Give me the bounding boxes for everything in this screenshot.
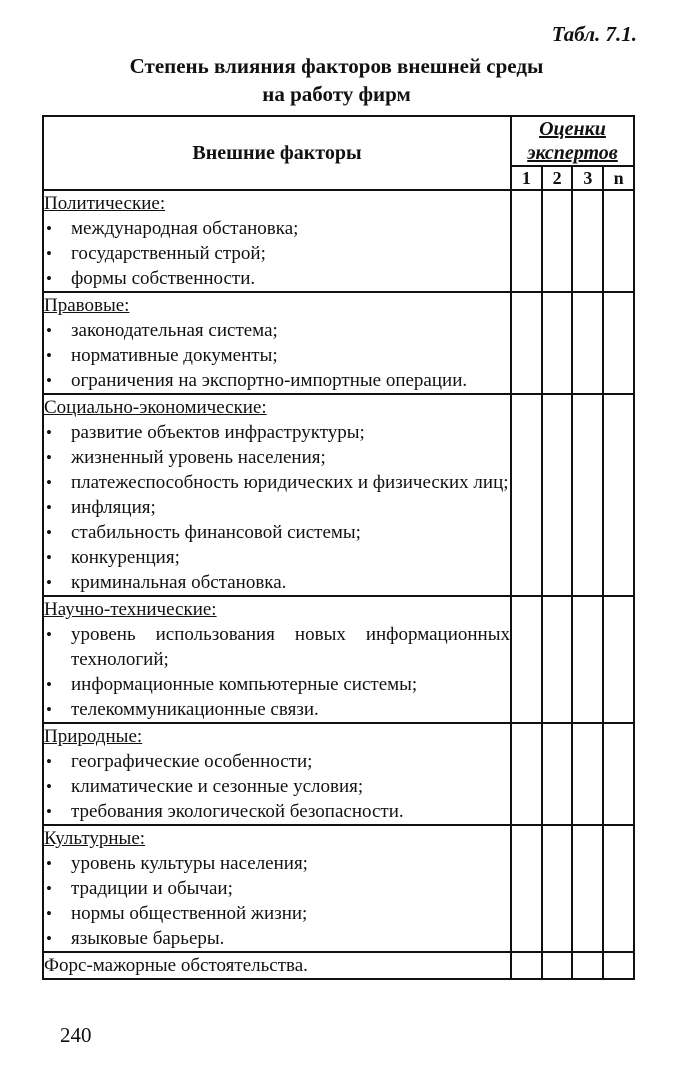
factor-item-text: законодательная система; — [71, 320, 278, 341]
bullet-icon: • — [46, 269, 52, 288]
factor-item-text: криминальная обстановка. — [71, 572, 287, 593]
rating-cell — [511, 190, 542, 292]
table-row — [43, 190, 634, 292]
list-item — [44, 470, 510, 495]
bullet-icon: • — [46, 219, 52, 238]
rating-cell — [511, 596, 542, 723]
table-row — [43, 394, 634, 596]
list-item — [44, 749, 510, 774]
list-item — [44, 445, 510, 470]
table-row — [43, 723, 634, 825]
factor-item-text: формы собственности. — [71, 268, 256, 289]
factor-category-cell — [43, 596, 511, 723]
list-item — [44, 318, 510, 343]
page-number: 240 — [60, 1023, 92, 1047]
bullet-icon: • — [46, 321, 52, 340]
header-ratings-line-2: экспертов — [527, 142, 618, 164]
factor-item-text: языковые барьеры. — [71, 928, 225, 949]
table-row — [43, 825, 634, 952]
list-item — [44, 216, 510, 241]
list-item — [44, 876, 510, 901]
category-title: Социально-экономические: — [44, 397, 267, 418]
rating-cell — [542, 292, 573, 394]
list-item — [44, 545, 510, 570]
list-item — [44, 799, 510, 824]
list-item — [44, 926, 510, 951]
table-row — [43, 596, 634, 723]
factor-category-cell — [43, 394, 511, 596]
rating-cell — [542, 394, 573, 596]
bullet-icon: • — [46, 777, 52, 796]
category-title: Правовые: — [44, 295, 130, 316]
factor-item-text: нормативные документы; — [71, 345, 278, 366]
bullet-icon: • — [46, 700, 52, 719]
rating-cell — [572, 825, 603, 952]
factors-body — [43, 190, 634, 979]
header-ratings-line-1: Оценки — [539, 118, 606, 140]
bullet-icon: • — [46, 675, 52, 694]
rating-cell — [603, 190, 634, 292]
list-item — [44, 266, 510, 291]
bullet-icon: • — [46, 498, 52, 517]
factor-item-text: конкуренция; — [71, 547, 180, 568]
category-title: Природные: — [44, 726, 143, 747]
factor-list — [44, 216, 510, 291]
header-factors: Внешние факторы — [43, 116, 511, 190]
rating-cell — [572, 292, 603, 394]
rating-cell — [511, 292, 542, 394]
bullet-icon: • — [46, 904, 52, 923]
rating-cell — [603, 292, 634, 394]
bullet-icon: • — [46, 625, 52, 644]
factor-list — [44, 318, 510, 393]
list-item — [44, 343, 510, 368]
header-col-2: 2 — [542, 166, 573, 190]
bullet-icon: • — [46, 929, 52, 948]
rating-cell — [542, 825, 573, 952]
factor-list — [44, 851, 510, 951]
factors-table — [42, 115, 635, 980]
rating-cell — [603, 825, 634, 952]
list-item — [44, 774, 510, 799]
rating-cell — [572, 723, 603, 825]
factor-category-cell — [43, 825, 511, 952]
list-item — [44, 901, 510, 926]
table-row — [43, 952, 634, 979]
rating-cell — [511, 825, 542, 952]
factor-item-text: государственный строй; — [71, 243, 266, 264]
factor-item-text: инфляция; — [71, 497, 156, 518]
table-label: Табл. 7.1. — [551, 22, 637, 46]
list-item — [44, 851, 510, 876]
factor-item-text: международная обстановка; — [71, 218, 299, 239]
rating-cell — [572, 952, 603, 979]
factor-list — [44, 420, 510, 595]
category-title: Культурные: — [44, 828, 146, 849]
factor-item-text: информационные компьютерные системы; — [71, 674, 418, 695]
list-item — [44, 368, 510, 393]
bullet-icon: • — [46, 346, 52, 365]
rating-cell — [572, 596, 603, 723]
table-caption — [0, 52, 673, 108]
factor-category-cell — [43, 190, 511, 292]
factor-item-text: ограничения на экспортно-импортные операции. — [71, 370, 468, 391]
rating-cell — [542, 190, 573, 292]
bullet-icon: • — [46, 244, 52, 263]
list-item — [44, 420, 510, 445]
list-item — [44, 672, 510, 697]
factor-item-text: уровень использования новых информационных технологий; — [71, 624, 510, 670]
header-col-3: 3 — [572, 166, 603, 190]
bullet-icon: • — [46, 423, 52, 442]
factor-item-text: телекоммуникационные связи. — [71, 699, 319, 720]
factor-item-text: жизненный уровень населения; — [71, 447, 326, 468]
list-item — [44, 570, 510, 595]
rating-cell — [542, 952, 573, 979]
bullet-icon: • — [46, 879, 52, 898]
rating-cell — [511, 394, 542, 596]
factor-item-text: развитие объектов инфраструктуры; — [71, 422, 365, 443]
bullet-icon: • — [46, 752, 52, 771]
list-item — [44, 622, 510, 672]
list-item — [44, 520, 510, 545]
factor-item-text: нормы общественной жизни; — [71, 903, 308, 924]
bullet-icon: • — [46, 573, 52, 592]
bullet-icon: • — [46, 854, 52, 873]
table-row — [43, 292, 634, 394]
bullet-icon: • — [46, 802, 52, 821]
rating-cell — [603, 394, 634, 596]
list-item — [44, 495, 510, 520]
bullet-icon: • — [46, 548, 52, 567]
rating-cell — [542, 596, 573, 723]
caption-line-2: на работу фирм — [262, 82, 411, 106]
factor-item-text: географические особенности; — [71, 751, 313, 772]
bullet-icon: • — [46, 448, 52, 467]
rating-cell — [511, 723, 542, 825]
factor-category-cell — [43, 723, 511, 825]
factor-category-cell — [43, 292, 511, 394]
rating-cell — [572, 394, 603, 596]
caption-line-1: Степень влияния факторов внешней среды — [129, 54, 544, 78]
category-title: Политические: — [44, 193, 166, 214]
factor-item-text: традиции и обычаи; — [71, 878, 233, 899]
header-col-1: 1 — [511, 166, 542, 190]
force-majeure-cell: Форс-мажорные обстоятельства. — [43, 952, 511, 979]
rating-cell — [511, 952, 542, 979]
factor-item-text: требования экологической безопасности. — [71, 801, 404, 822]
factor-list — [44, 622, 510, 722]
rating-cell — [603, 952, 634, 979]
list-item — [44, 697, 510, 722]
bullet-icon: • — [46, 523, 52, 542]
header-col-n: n — [603, 166, 634, 190]
factor-item-text: стабильность финансовой системы; — [71, 522, 361, 543]
rating-cell — [603, 723, 634, 825]
rating-cell — [603, 596, 634, 723]
factor-item-text: уровень культуры населения; — [71, 853, 308, 874]
bullet-icon: • — [46, 473, 52, 492]
rating-cell — [572, 190, 603, 292]
factor-list — [44, 749, 510, 824]
header-ratings — [511, 116, 634, 166]
factor-item-text: климатические и сезонные условия; — [71, 776, 364, 797]
bullet-icon: • — [46, 371, 52, 390]
list-item — [44, 241, 510, 266]
factor-item-text: платежеспособность юридических и физических лиц; — [71, 472, 509, 493]
rating-cell — [542, 723, 573, 825]
category-title: Научно-технические: — [44, 599, 217, 620]
